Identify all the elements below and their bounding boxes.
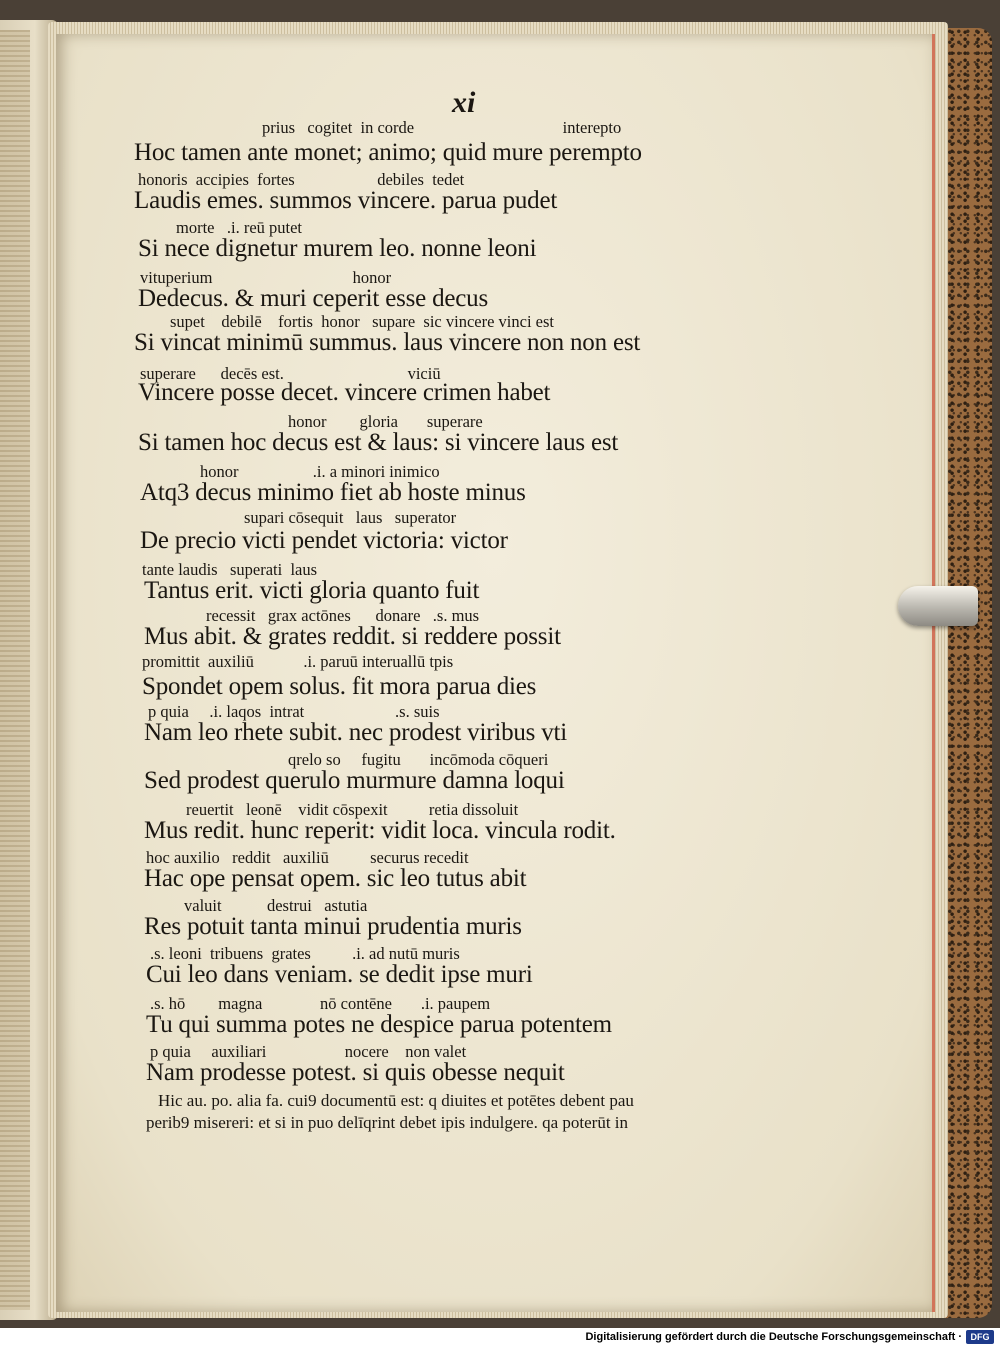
verse-line: Cui leo dans veniam. se dedit ipse muri <box>146 961 533 988</box>
gloss-line: p quia auxiliari nocere non valet <box>150 1042 467 1061</box>
verse-line: Mus redit. hunc reperit: vidit loca. vincula rodit. <box>144 817 616 844</box>
gloss-line: supet debilē fortis honor supare sic vincere vinci est <box>170 312 554 331</box>
commentary-line: Hic au. po. alia fa. cui9 documentū est: q diuites et potētes debent pau <box>158 1091 634 1110</box>
gloss-line: honor .i. a minori inimico <box>200 462 440 481</box>
verse-line: Si tamen hoc decus est & laus: si vincere laus est <box>138 429 619 456</box>
verse-line: Si nece dignetur murem leo. nonne leoni <box>138 235 537 262</box>
dfg-logo-icon: DFG <box>966 1330 994 1344</box>
verse-line: Spondet opem solus. fit mora parua dies <box>142 673 537 700</box>
funding-credit: Digitalisierung gefördert durch die Deutsche Forschungsgemeinschaft · <box>585 1331 962 1343</box>
gloss-line: vituperium honor <box>140 268 392 287</box>
verse-line: De precio victi pendet victoria: victor <box>140 527 508 554</box>
verse-line: Atq3 decus minimo fiet ab hoste minus <box>140 479 526 506</box>
gloss-line: superare decēs est. viciū <box>140 364 441 383</box>
gloss-line: valuit destrui astutia <box>184 896 368 915</box>
gloss-line: tante laudis superati laus <box>142 560 318 579</box>
gloss-line: hoc auxilio reddit auxiliū securus recedit <box>146 848 469 867</box>
verse-line: Hac ope pensat opem. sic leo tutus abit <box>144 865 527 892</box>
verse-line: Hoc tamen ante monet; animo; quid mure perempto <box>134 139 642 166</box>
verse-line: Nam leo rhete subit. nec prodest viribus vti <box>144 719 568 746</box>
verse-line: Vincere posse decet. vincere crimen habet <box>138 379 551 406</box>
verse-line: Tantus erit. victi gloria quanto fuit <box>144 577 480 604</box>
gloss-line: honor gloria superare <box>288 412 483 431</box>
verse-line: Sed prodest querulo murmure damna loqui <box>144 767 565 794</box>
verse-line: Si vincat minimū summus. laus vincere non non est <box>134 329 641 356</box>
gloss-line: p quia .i. laqos intrat .s. suis <box>148 702 440 721</box>
gloss-line: promittit auxiliū .i. paruū interuallū tpis <box>142 652 454 671</box>
verse-line: Tu qui summa potes ne despice parua potentem <box>146 1011 612 1038</box>
gloss-line: honoris accipies fortes debiles tedet <box>138 170 465 189</box>
gloss-line: qrelo so fugitu incōmoda cōqueri <box>288 750 549 769</box>
verse-line: Laudis emes. summos vincere. parua pudet <box>134 187 558 214</box>
gloss-line: supari cōsequit laus superator <box>244 508 457 527</box>
gloss-line: reuertit leonē vidit cōspexit retia dissoluit <box>186 800 519 819</box>
commentary-line: perib9 misereri: et si in puo delīqrint debet ipis indulgere. qa poterūt in <box>146 1113 629 1132</box>
gloss-line: recessit grax actōnes donare .s. mus <box>206 606 480 625</box>
folio-number: xi <box>452 86 476 119</box>
gloss-line: prius cogitet in corde interepto <box>262 118 622 137</box>
footer-bar <box>0 1328 1000 1347</box>
verse-line: Nam prodesse potest. si quis obesse nequit <box>146 1059 565 1086</box>
gloss-line: morte .i. reū putet <box>176 218 303 237</box>
gloss-line: .s. leoni tribuens grates .i. ad nutū muris <box>150 944 460 963</box>
gloss-line: .s. hō magna nō contēne .i. paupem <box>150 994 491 1013</box>
verse-line: Res potuit tanta minui prudentia muris <box>144 913 522 940</box>
verse-line: Dedecus. & muri ceperit esse decus <box>138 285 489 312</box>
verse-line: Mus abit. & grates reddit. si reddere possit <box>144 623 561 650</box>
